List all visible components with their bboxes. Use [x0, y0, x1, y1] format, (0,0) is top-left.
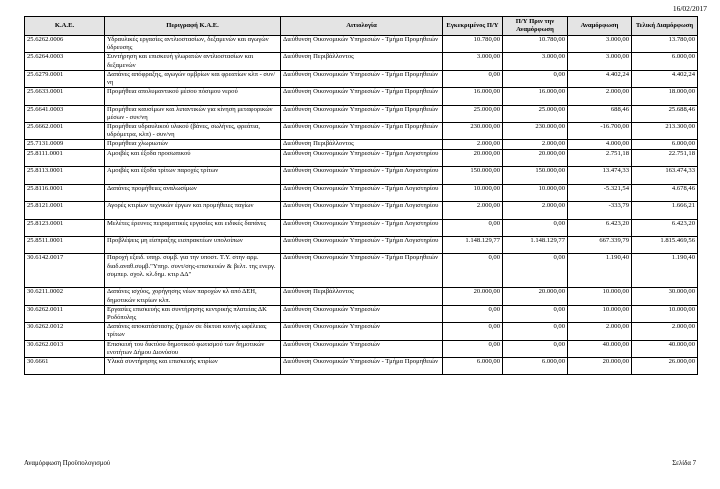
cell-kae: 30.6262.0013: [25, 340, 105, 357]
cell-revision: 3.000,00: [568, 36, 632, 53]
cell-before-revision: 230.000,00: [503, 123, 568, 140]
cell-description: Συντήρηση και επισκευή γλωρατών αντλιοστασίων και δεξαμενών: [105, 53, 281, 70]
cell-before-revision: 0,00: [503, 254, 568, 288]
cell-reason: Διεύθυνση Οικονομικών Υπηρεσιών - Τμήμα Προμηθειών: [281, 357, 443, 374]
cell-revision: -333,79: [568, 202, 632, 219]
cell-reason: Διεύθυνση Οικονομικών Υπηρεσιών: [281, 323, 443, 340]
cell-final: 10.000,00: [632, 305, 698, 322]
table-row: [25, 340, 698, 357]
table-row: [25, 105, 698, 122]
col-header-approved: Εγκεκριμένος Π/Υ: [443, 17, 503, 36]
cell-kae: 25.6641.0003: [25, 105, 105, 122]
table-row: [25, 150, 698, 167]
cell-approved: 10.780,00: [443, 36, 503, 53]
cell-revision: 10.000,00: [568, 305, 632, 322]
cell-approved: 150.000,00: [443, 167, 503, 184]
cell-revision: 4.402,24: [568, 70, 632, 87]
cell-final: 22.751,18: [632, 150, 698, 167]
cell-reason: Διεύθυνση Οικονομικών Υπηρεσιών - Τμήμα Λογιστηρίου: [281, 184, 443, 201]
cell-kae: 25.8116.0001: [25, 184, 105, 201]
table-row: [25, 70, 698, 87]
cell-description: Αμοιβές και έξοδα τρίτων παροχές τρίτων: [105, 167, 281, 184]
cell-before-revision: 20.000,00: [503, 288, 568, 305]
cell-reason: Διεύθυνση Οικονομικών Υπηρεσιών - Τμήμα Λογιστηρίου: [281, 167, 443, 184]
cell-approved: 25.000,00: [443, 105, 503, 122]
cell-kae: 30.6211.0002: [25, 288, 105, 305]
cell-before-revision: 0,00: [503, 340, 568, 357]
cell-description: Αγορές κτιρίων τεχνικών έργων και προμήθειες παγίων: [105, 202, 281, 219]
cell-reason: Διεύθυνση Οικονομικών Υπηρεσιών - Τμήμα Λογιστηρίου: [281, 202, 443, 219]
cell-reason: Διεύθυνση Περιβάλλοντος: [281, 53, 443, 70]
cell-final: 1.190,40: [632, 254, 698, 288]
table-row: [25, 184, 698, 201]
cell-kae: 25.8121.0001: [25, 202, 105, 219]
cell-final: 25.688,46: [632, 105, 698, 122]
cell-reason: Διεύθυνση Οικονομικών Υπηρεσιών - Τμήμα Προμηθειών: [281, 70, 443, 87]
cell-final: 4.678,46: [632, 184, 698, 201]
cell-approved: 0,00: [443, 305, 503, 322]
cell-final: 4.402,24: [632, 70, 698, 87]
cell-final: 2.000,00: [632, 323, 698, 340]
cell-approved: 0,00: [443, 219, 503, 236]
table-row: [25, 123, 698, 140]
col-header-revision: Αναμόρφωση: [568, 17, 632, 36]
cell-kae: 25.6662.0001: [25, 123, 105, 140]
cell-before-revision: 150.000,00: [503, 167, 568, 184]
cell-revision: 1.190,40: [568, 254, 632, 288]
cell-reason: Διεύθυνση Οικονομικών Υπηρεσιών - Τμήμα Προμηθειών: [281, 36, 443, 53]
table-row: [25, 323, 698, 340]
cell-revision: 6.423,20: [568, 219, 632, 236]
cell-final: 6.423,20: [632, 219, 698, 236]
col-header-kae: Κ.Α.Ε.: [25, 17, 105, 36]
table-row: [25, 167, 698, 184]
cell-final: 40.000,00: [632, 340, 698, 357]
cell-approved: 6.000,00: [443, 357, 503, 374]
cell-before-revision: 25.000,00: [503, 105, 568, 122]
table-row: [25, 305, 698, 322]
cell-before-revision: 1.148.129,77: [503, 236, 568, 253]
cell-final: 1.815.469,56: [632, 236, 698, 253]
cell-reason: Διεύθυνση Οικονομικών Υπηρεσιών - Τμήμα Λογιστηρίου: [281, 236, 443, 253]
col-header-reason: Αιτιολογία: [281, 17, 443, 36]
cell-description: Προμήθεια καυσίμων και λιπαντικών για κίνηση μεταφορικών μέσων - συν/νη: [105, 105, 281, 122]
cell-description: Δαπάνες προμήθειες αναλωσίμων: [105, 184, 281, 201]
cell-kae: 25.6279.0001: [25, 70, 105, 87]
cell-kae: 30.6661: [25, 357, 105, 374]
cell-description: Προμήθεια χλωριωτών: [105, 140, 281, 150]
cell-final: 6.000,00: [632, 53, 698, 70]
table-row: [25, 236, 698, 253]
cell-description: Μελέτες έρευνες πειραματικές εργασίες και ειδικές δαπάνες: [105, 219, 281, 236]
cell-approved: 16.000,00: [443, 88, 503, 105]
cell-before-revision: 2.000,00: [503, 140, 568, 150]
cell-description: Υλικά συντήρησης και επισκευής κτιρίων: [105, 357, 281, 374]
cell-approved: 20.000,00: [443, 150, 503, 167]
cell-revision: 667.339,79: [568, 236, 632, 253]
cell-final: 13.780,00: [632, 36, 698, 53]
cell-description: Δαπάνες απόφραξης, αγωγών ομβρίων και φρεατίων κλπ - συν/νη: [105, 70, 281, 87]
cell-reason: Διεύθυνση Οικονομικών Υπηρεσιών - Τμήμα Προμηθειών: [281, 88, 443, 105]
table-row: [25, 254, 698, 288]
cell-description: Αμοιβές και έξοδα προσωπικού: [105, 150, 281, 167]
budget-table: [24, 16, 698, 375]
cell-approved: 0,00: [443, 340, 503, 357]
cell-before-revision: 3.000,00: [503, 53, 568, 70]
cell-reason: Διεύθυνση Οικονομικών Υπηρεσιών - Τμήμα Προμηθειών: [281, 105, 443, 122]
table-row: [25, 36, 698, 53]
cell-approved: 2.000,00: [443, 202, 503, 219]
table-row: [25, 357, 698, 374]
cell-approved: 0,00: [443, 323, 503, 340]
cell-before-revision: 10.780,00: [503, 36, 568, 53]
cell-before-revision: 0,00: [503, 323, 568, 340]
cell-reason: Διεύθυνση Οικονομικών Υπηρεσιών: [281, 305, 443, 322]
cell-reason: Διεύθυνση Οικονομικών Υπηρεσιών - Τμήμα Λογιστηρίου: [281, 150, 443, 167]
col-header-description: Περιγραφή Κ.Α.Ε.: [105, 17, 281, 36]
cell-before-revision: 20.000,00: [503, 150, 568, 167]
cell-revision: 2.751,18: [568, 150, 632, 167]
cell-before-revision: 2.000,00: [503, 202, 568, 219]
cell-final: 30.000,00: [632, 288, 698, 305]
cell-final: 26.000,00: [632, 357, 698, 374]
cell-before-revision: 0,00: [503, 305, 568, 322]
cell-approved: 230.000,00: [443, 123, 503, 140]
cell-description: Δαπάνες ισχύος, χορήγησης νέων παροχών κλ από ΔΕΗ, δημοτικών κτιρίων κλπ.: [105, 288, 281, 305]
table-row: [25, 288, 698, 305]
cell-reason: Διεύθυνση Περιβάλλοντος: [281, 288, 443, 305]
cell-revision: 2.000,00: [568, 88, 632, 105]
cell-description: Εργασίες επισκευής και συντήρησης κεντρικής πλατείας ΔΚ Ροδόπολης: [105, 305, 281, 322]
cell-description: Υδραυλικές εργασίες αντλιοστασίων, δεξαμενών και αγωγών ύδρευσης: [105, 36, 281, 53]
cell-reason: Διεύθυνση Περιβάλλοντος: [281, 140, 443, 150]
cell-description: Παροχή εξειδ. υπηρ. συμβ. για την υποστ. Τ.Υ. στην αρμ. διαδ.αναθ.συμβ."Υπηρ. συντ/σης-επισκευών & βελτ. της ενεργ. συμπερ. σχολ. κλ.δημ. κτιρ ΔΔ": [105, 254, 281, 288]
cell-reason: Διεύθυνση Οικονομικών Υπηρεσιών - Τμήμα Προμηθειών: [281, 123, 443, 140]
page-number: Σελίδα 7: [672, 460, 696, 467]
table-row: [25, 88, 698, 105]
table-header-row: [25, 17, 698, 36]
table-row: [25, 140, 698, 150]
cell-before-revision: 0,00: [503, 219, 568, 236]
cell-before-revision: 0,00: [503, 70, 568, 87]
cell-revision: 10.000,00: [568, 288, 632, 305]
table-row: [25, 219, 698, 236]
cell-kae: 25.8111.0001: [25, 150, 105, 167]
cell-approved: 0,00: [443, 70, 503, 87]
cell-final: 18.000,00: [632, 88, 698, 105]
cell-revision: 4.000,00: [568, 140, 632, 150]
cell-kae: 25.6264.0003: [25, 53, 105, 70]
cell-final: 6.000,00: [632, 140, 698, 150]
cell-kae: 25.6633.0001: [25, 88, 105, 105]
cell-kae: 30.6262.0012: [25, 323, 105, 340]
cell-revision: 40.000,00: [568, 340, 632, 357]
cell-description: Δαπάνες αποκατάστασης ζημιών σε δίκτυα κοινής ωφέλειας τρίτων: [105, 323, 281, 340]
cell-reason: Διεύθυνση Οικονομικών Υπηρεσιών - Τμήμα Λογιστηρίου: [281, 219, 443, 236]
cell-approved: 20.000,00: [443, 288, 503, 305]
report-date: 16/02/2017: [672, 4, 707, 13]
table-row: [25, 53, 698, 70]
cell-reason: Διεύθυνση Οικονομικών Υπηρεσιών - Τμήμα Προμηθειών: [281, 254, 443, 288]
cell-approved: 0,00: [443, 254, 503, 288]
cell-kae: 25.7131.0009: [25, 140, 105, 150]
cell-final: 1.666,21: [632, 202, 698, 219]
cell-before-revision: 10.000,00: [503, 184, 568, 201]
cell-final: 163.474,33: [632, 167, 698, 184]
cell-approved: 1.148.129,77: [443, 236, 503, 253]
cell-revision: -5.321,54: [568, 184, 632, 201]
cell-revision: 2.000,00: [568, 323, 632, 340]
table-row: [25, 202, 698, 219]
cell-revision: 13.474,33: [568, 167, 632, 184]
cell-approved: 3.000,00: [443, 53, 503, 70]
footer-title: Αναμόρφωση Προϋπολογισμού: [24, 460, 111, 467]
cell-kae: 25.8123.0001: [25, 219, 105, 236]
cell-description: Προμήθεια απολυμαντικού μέσου πόσιμου νερού: [105, 88, 281, 105]
cell-approved: 2.000,00: [443, 140, 503, 150]
cell-revision: -16.700,00: [568, 123, 632, 140]
cell-kae: 25.8113.0001: [25, 167, 105, 184]
cell-description: Προμήθεια υδραυλικού υλικού (βάνες, σωλήνες, φρεάτια, υδρόμετρα, κλπ) - συν/νη: [105, 123, 281, 140]
cell-final: 213.300,00: [632, 123, 698, 140]
cell-description: Επισκευή του δικτύου δημοτικού φωτισμού των δημοτικών ενοτήτων Δήμου Διονύσου: [105, 340, 281, 357]
cell-kae: 30.6262.0011: [25, 305, 105, 322]
cell-revision: 3.000,00: [568, 53, 632, 70]
cell-approved: 10.000,00: [443, 184, 503, 201]
cell-revision: 688,46: [568, 105, 632, 122]
cell-kae: 25.8511.0001: [25, 236, 105, 253]
col-header-final: Τελική Διαμόρφωση: [632, 17, 698, 36]
col-header-before-revision: Π/Υ Πριν την Αναμόρφωση: [503, 17, 568, 36]
table-body: [25, 36, 698, 375]
cell-kae: 30.6142.0017: [25, 254, 105, 288]
cell-revision: 20.000,00: [568, 357, 632, 374]
cell-before-revision: 6.000,00: [503, 357, 568, 374]
cell-reason: Διεύθυνση Οικονομικών Υπηρεσιών: [281, 340, 443, 357]
cell-before-revision: 16.000,00: [503, 88, 568, 105]
cell-kae: 25.6262.0006: [25, 36, 105, 53]
cell-description: Προβλέψεις μη είσπραξης εισπρακτέων υπολοίπων: [105, 236, 281, 253]
